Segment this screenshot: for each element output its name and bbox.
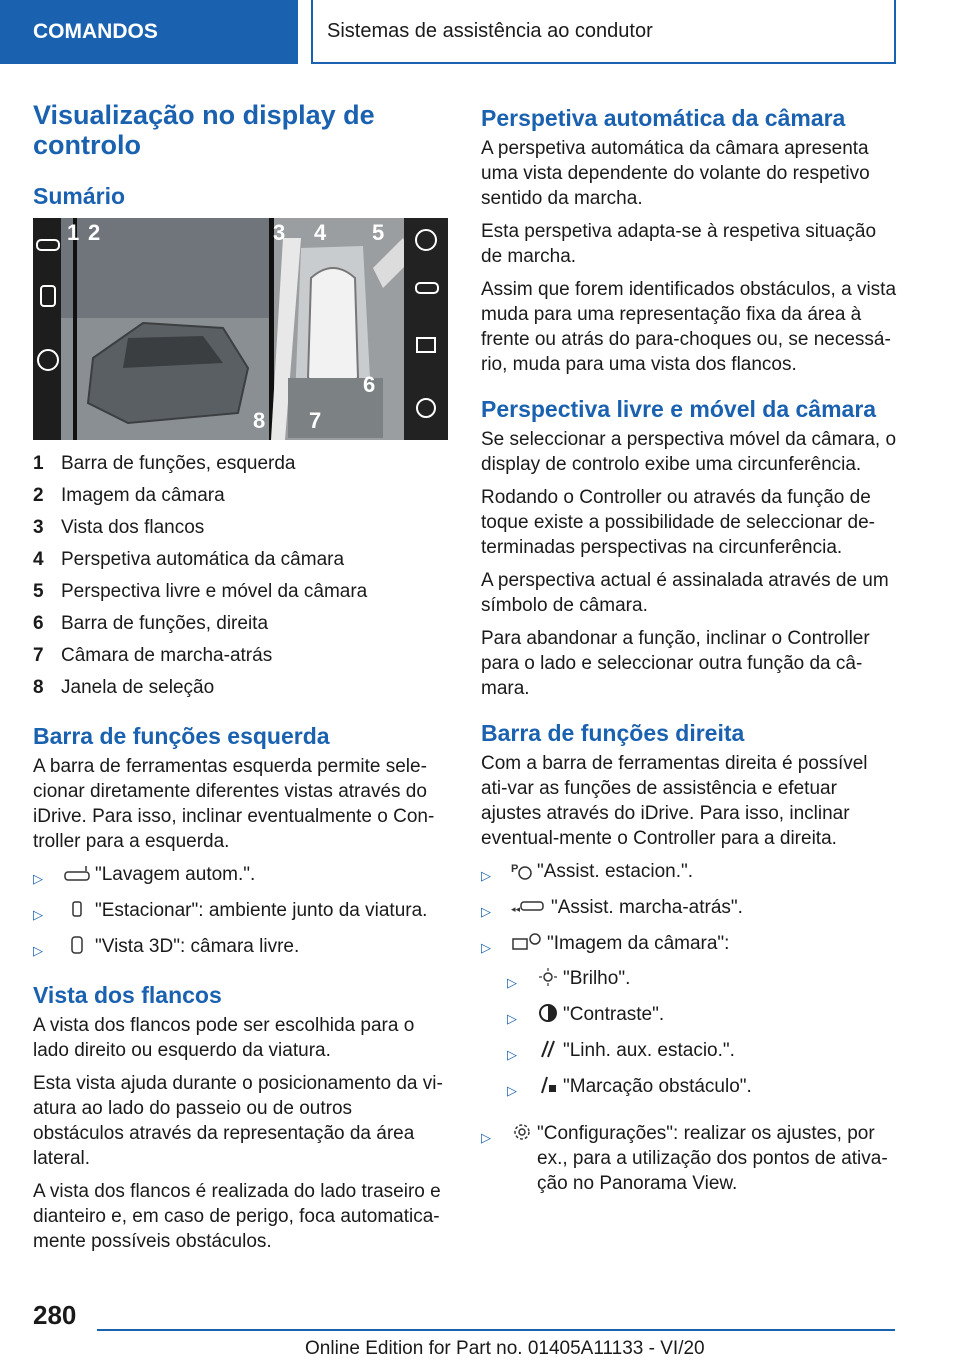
list-item-text: "Assist. estacion.". xyxy=(537,861,694,882)
free-p3: A perspectiva actual é assinalada através de um símbolo de câmara. xyxy=(481,570,889,616)
section-tab xyxy=(0,0,298,64)
left-bar-list xyxy=(33,862,448,963)
legend-item xyxy=(33,576,448,608)
bullet-triangle-icon: ▷ xyxy=(481,868,491,883)
right-bar-list xyxy=(481,859,899,1196)
list-item-text: "Linh. aux. estacio.". xyxy=(563,1040,735,1061)
legend-number: 1 xyxy=(33,453,44,474)
summary-heading: Sumário xyxy=(33,183,126,209)
flank-p3: A vista dos flancos é realizada do lado traseiro e dianteiro e, em caso de perigo, foca automatica-mente possíveis obstáculos. xyxy=(33,1181,441,1252)
bullet-triangle-icon: ▷ xyxy=(33,943,43,958)
view-3d-icon xyxy=(59,934,95,956)
legend-number: 2 xyxy=(33,485,44,506)
legend-item xyxy=(33,544,448,576)
legend-number: 6 xyxy=(33,613,44,634)
legend-text: Vista dos flancos xyxy=(61,517,205,538)
bullet-triangle-icon: ▷ xyxy=(507,1083,517,1098)
free-p2: Rodando o Controller ou através da função de toque existe a possibilidade de seleccionar de-terminadas perspectivas na circunferência. xyxy=(481,487,875,558)
legend-item xyxy=(33,448,448,480)
figure-label-7: 7 xyxy=(309,408,322,433)
list-item xyxy=(507,966,899,995)
parking-lines-icon xyxy=(533,1038,563,1060)
legend-number: 8 xyxy=(33,677,44,698)
list-item xyxy=(33,898,448,927)
list-item xyxy=(33,862,448,891)
camera-display-figure xyxy=(33,218,448,440)
legend-number: 7 xyxy=(33,645,44,666)
camera-image-sublist xyxy=(507,966,899,1110)
list-item xyxy=(481,1121,899,1196)
chapter-title: Sistemas de assistência ao condutor xyxy=(327,19,653,42)
figure-label-3: 3 xyxy=(273,220,286,245)
bullet-triangle-icon: ▷ xyxy=(33,871,43,886)
right-bar-text: Com a barra de ferramentas direita é possível ati-var as funções de assistência e efetuar ajustes através do iDrive. Para isso, inclinar eventual-mente o Controller para a direita. xyxy=(481,753,868,849)
list-item xyxy=(481,895,899,924)
svg-text:P: P xyxy=(511,863,519,875)
legend-text: Barra de funções, esquerda xyxy=(61,453,296,474)
right-bar-heading: Barra de funções direita xyxy=(481,720,745,746)
gear-icon xyxy=(507,1121,537,1143)
legend-text: Imagem da câmara xyxy=(61,485,225,506)
free-p4: Para abandonar a função, inclinar o Controller para o lado e seleccionar outra função da câ-mara. xyxy=(481,628,870,699)
legend-item xyxy=(33,512,448,544)
camera-display-illustration xyxy=(33,218,448,440)
bullet-triangle-icon: ▷ xyxy=(33,907,43,922)
parking-assistant-icon xyxy=(507,859,537,881)
legend-item xyxy=(33,640,448,672)
bullet-triangle-icon: ▷ xyxy=(481,1130,491,1145)
legend-text: Barra de funções, direita xyxy=(61,613,269,634)
list-item-text: "Brilho". xyxy=(563,968,631,989)
list-item xyxy=(481,859,899,888)
legend-item xyxy=(33,608,448,640)
brightness-icon xyxy=(533,966,563,988)
camera-settings-icon xyxy=(507,931,547,953)
flank-heading: Vista dos flancos xyxy=(33,982,222,1008)
list-item-text: "Lavagem autom.". xyxy=(95,864,256,885)
figure-legend xyxy=(33,448,448,704)
legend-number: 3 xyxy=(33,517,44,538)
bullet-triangle-icon: ▷ xyxy=(481,904,491,919)
bullet-triangle-icon: ▷ xyxy=(481,940,491,955)
page-title: Visualização no display de controlo xyxy=(33,100,375,160)
legend-text: Câmara de marcha-atrás xyxy=(61,645,273,666)
figure-label-1: 1 xyxy=(67,220,80,245)
left-bar-heading: Barra de funções esquerda xyxy=(33,723,330,749)
list-item xyxy=(507,1074,899,1103)
section-title: COMANDOS xyxy=(33,20,158,43)
flank-p1: A vista dos flancos pode ser escolhida para o lado direito ou esquerdo da viatura. xyxy=(33,1015,415,1061)
legend-text: Perspectiva livre e móvel da câmara xyxy=(61,581,368,602)
figure-label-8: 8 xyxy=(253,408,266,433)
list-item-text: "Contraste". xyxy=(563,1004,665,1025)
legend-item xyxy=(33,672,448,704)
left-column xyxy=(33,100,448,1262)
list-item-text: "Vista 3D": câmara livre. xyxy=(95,936,300,957)
auto-p2: Esta perspetiva adapta-se à respetiva situação de marcha. xyxy=(481,221,877,267)
legend-number: 4 xyxy=(33,549,44,570)
flank-p2: Esta vista ajuda durante o posicionamento da vi-atura ao lado do passeio ou de outros obstáculos através da representação da área lateral. xyxy=(33,1073,443,1169)
list-item-text: "Configurações": realizar os ajustes, por ex., para a utilização dos pontos de ativa-ção no Panorama View. xyxy=(537,1123,888,1194)
legend-number: 5 xyxy=(33,581,44,602)
legend-text: Perspetiva automática da câmara xyxy=(61,549,345,570)
list-item-text: "Assist. marcha-atrás". xyxy=(551,897,743,918)
bullet-triangle-icon: ▷ xyxy=(507,975,517,990)
legend-item xyxy=(33,480,448,512)
svg-text:◂◂: ◂◂ xyxy=(511,904,521,914)
figure-label-6: 6 xyxy=(363,372,376,397)
figure-label-5: 5 xyxy=(372,220,385,245)
chapter-tab xyxy=(311,0,896,64)
figure-label-4: 4 xyxy=(314,220,327,245)
figure-label-2: 2 xyxy=(88,220,101,245)
list-item xyxy=(507,1002,899,1031)
bullet-triangle-icon: ▷ xyxy=(507,1047,517,1062)
car-wash-icon xyxy=(59,862,95,884)
free-p1: Se seleccionar a perspectiva móvel da câmara, o display de controlo exibe uma circunferência. xyxy=(481,429,897,475)
list-item-text: "Imagem da câmara": xyxy=(547,933,730,954)
list-item xyxy=(507,1038,899,1067)
auto-heading: Perspetiva automática da câmara xyxy=(481,105,846,131)
list-item-text: "Estacionar": ambiente junto da viatura. xyxy=(95,900,428,921)
list-item-text: "Marcação obstáculo". xyxy=(563,1076,752,1097)
list-item xyxy=(33,934,448,963)
right-column xyxy=(481,104,899,1214)
contrast-icon xyxy=(533,1002,563,1024)
page-number: 280 xyxy=(33,1300,77,1330)
auto-p3: Assim que forem identificados obstáculos, a vista muda para uma representação fixa da área à frente ou atrás do para-choques ou, se necessá-rio, muda para uma vista dos flancos. xyxy=(481,279,897,375)
parking-view-icon xyxy=(59,898,95,920)
footer-divider xyxy=(97,1329,895,1331)
free-heading: Perspectiva livre e móvel da câmara xyxy=(481,396,877,422)
list-item xyxy=(481,931,899,1114)
auto-p1: A perspetiva automática da câmara apresenta uma vista dependente do volante do respetivo sentido da marcha. xyxy=(481,138,870,209)
obstacle-marking-icon xyxy=(533,1074,563,1096)
reversing-assistant-icon xyxy=(507,895,551,917)
edition-note: Online Edition for Part no. 01405A11133 - VI/20 xyxy=(305,1338,705,1359)
legend-text: Janela de seleção xyxy=(61,677,215,698)
left-bar-text: A barra de ferramentas esquerda permite sele-cionar diretamente diferentes vistas através do iDrive. Para isso, inclinar eventualmente o Con-troller para a esquerda. xyxy=(33,756,435,852)
bullet-triangle-icon: ▷ xyxy=(507,1011,517,1026)
